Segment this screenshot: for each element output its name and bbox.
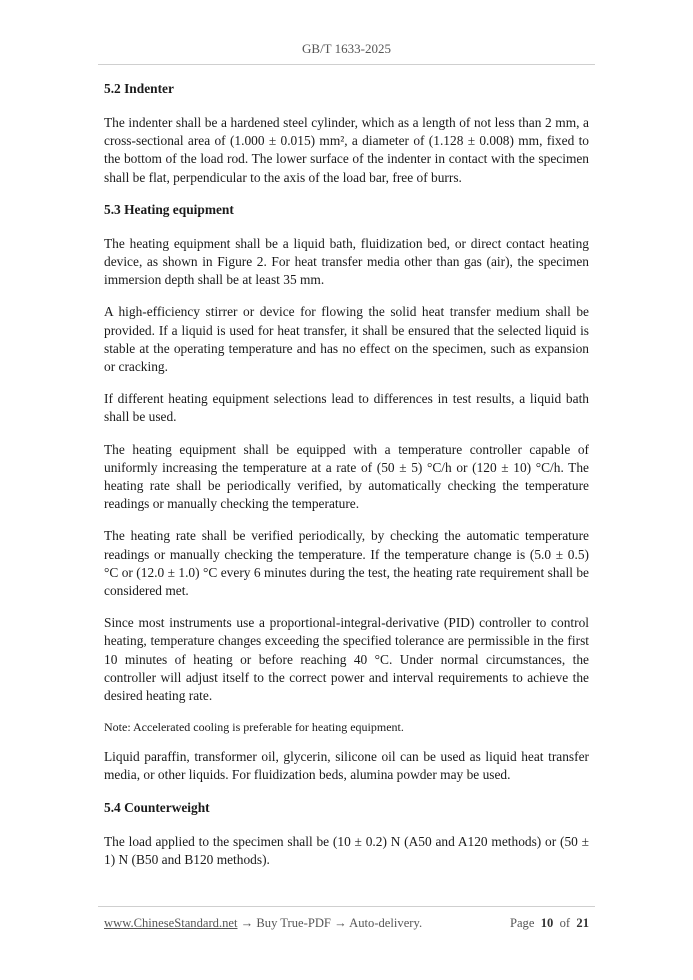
paragraph: The indenter shall be a hardened steel cylinder, which as a length of not less than 2 mm, a cross-sectional area of (1.000 ± 0.015) mm², a diameter of (1.128 ± 0.008) mm, fixed to the bottom of the load rod. The lower surface of the indenter in contact with the specimen shall be flat, perpendicular to the axis of the load bar, free of burrs.: [104, 115, 589, 185]
note: Note: Accelerated cooling is preferable for heating equipment.: [104, 720, 404, 735]
footer-promo: [104, 916, 422, 931]
footer-tail: → Buy True-PDF → Auto-delivery.: [237, 916, 423, 930]
page-indicator: [510, 916, 589, 931]
header-divider: [98, 64, 595, 65]
section-heading-counterweight: 5.4 Counterweight: [104, 799, 210, 815]
page-number: 10: [540, 916, 554, 930]
page-footer: [104, 916, 589, 931]
page-total: 21: [576, 916, 589, 930]
paragraph: The heating rate shall be verified periodically, by checking the automatic temperature readings or manually checking the temperature. If the temperature change is (5.0 ± 0.5) °C or (12.0 ± 1.0) °C every 6 minutes during the test, the heating rate requirement shall be considered met.: [104, 528, 589, 599]
paragraph: If different heating equipment selections lead to differences in test results, a liquid bath shall be used.: [104, 391, 589, 425]
paragraph: The load applied to the specimen shall be (10 ± 0.2) N (A50 and A120 methods) or (50 ± 1) N (B50 and B120 methods).: [104, 833, 589, 867]
paragraph: Liquid paraffin, transformer oil, glycerin, silicone oil can be used as liquid heat transfer media, or other liquids. For fluidization beds, alumina powder may be used.: [104, 749, 589, 783]
of-label: of: [559, 916, 571, 930]
section-heading-heating-equipment: 5.3 Heating equipment: [104, 201, 234, 217]
site-link[interactable]: www.ChineseStandard.net: [104, 916, 238, 930]
document-body: [104, 80, 589, 883]
paragraph: The heating equipment shall be equipped with a temperature controller capable of uniformly increasing the temperature at a rate of (50 ± 5) °C/h or (120 ± 10) °C/h. The heating rate shall be periodically verified, by automatically checking the temperature readings or manually checking the temperature.: [104, 441, 589, 512]
paragraph: Since most instruments use a proportional-integral-derivative (PID) controller to control heating, temperature changes exceeding the specified tolerance are permissible in the first 10 minutes of heating or before reaching 40 °C. Under normal circumstances, the controller will adjust itself to the correct power and interval requirements to achieve the desired heating rate.: [104, 615, 589, 704]
section-heading-indenter: 5.2 Indenter: [104, 81, 174, 96]
paragraph: The heating equipment shall be a liquid bath, fluidization bed, or direct contact heating device, as shown in Figure 2. For heat transfer media other than gas (air), the specimen immersion depth shall be at least 35 mm.: [104, 235, 589, 288]
footer-divider: [98, 906, 595, 907]
page-header: GB/T 1633-2025: [302, 41, 391, 56]
page-label: Page: [509, 916, 535, 930]
paragraph: A high-efficiency stirrer or device for flowing the solid heat transfer medium shall be provided. If a liquid is used for heat transfer, it shall be ensured that the selected liquid is stable at the operating temperature and has no effect on the specimen, such as expansion or cracking.: [104, 304, 589, 375]
